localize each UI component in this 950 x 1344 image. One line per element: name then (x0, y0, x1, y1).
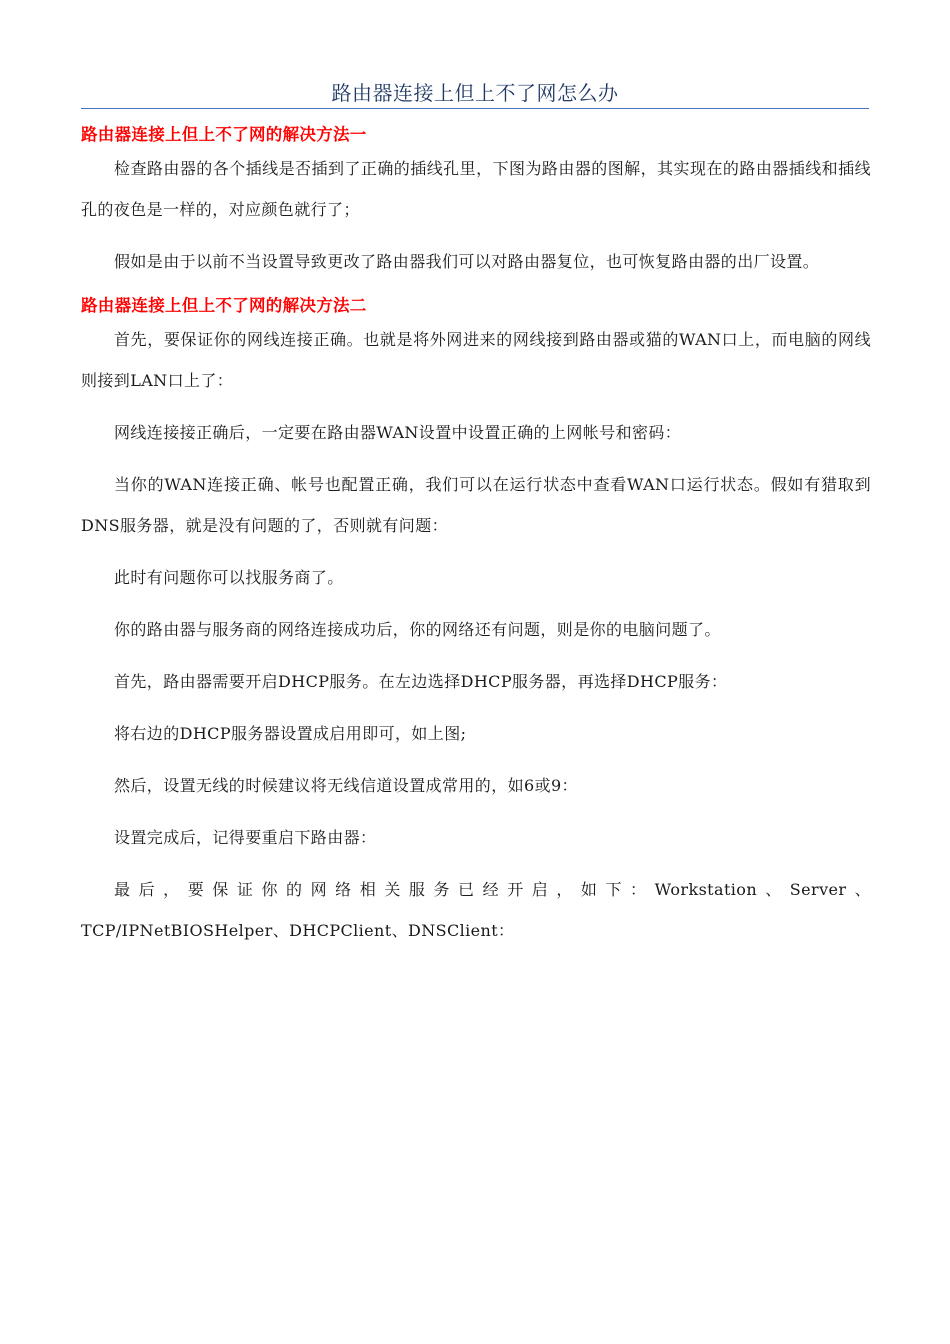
paragraph: 首先，路由器需要开启DHCP服务。在左边选择DHCP服务器，再选择DHCP服务： (114, 672, 728, 691)
paragraph: 最后，要保证你的网络相关服务已经开启，如下：Workstation、Server、TCP/IPNetBIOSHelper、DHCPClient、DNSClient： (81, 880, 871, 940)
paragraph: 检查路由器的各个插线是否插到了正确的插线孔里，下图为路由器的图解，其实现在的路由器插线和插线孔的夜色是一样的，对应颜色就行了； (81, 159, 871, 219)
page-title: 路由器连接上但上不了网怎么办 (331, 81, 619, 105)
section-heading: 路由器连接上但上不了网的解决方法一 (81, 125, 367, 144)
paragraph: 你的路由器与服务商的网络连接成功后，你的网络还有问题，则是你的电脑问题了。 (114, 620, 721, 639)
paragraph: 网线连接接正确后，一定要在路由器WAN设置中设置正确的上网帐号和密码： (114, 423, 682, 442)
paragraph: 设置完成后，记得要重启下路由器： (114, 828, 377, 847)
paragraph: 当你的WAN连接正确、帐号也配置正确，我们可以在运行状态中查看WAN口运行状态。假如有猎取到DNS服务器，就是没有问题的了，否则就有问题： (81, 475, 871, 535)
section-1 (81, 122, 871, 282)
paragraph: 将右边的DHCP服务器设置成启用即可，如上图; (114, 724, 467, 743)
document-body (81, 122, 871, 962)
paragraph: 然后，设置无线的时候建议将无线信道设置成常用的，如6或9： (114, 776, 578, 795)
paragraph: 首先，要保证你的网线连接正确。也就是将外网进来的网线接到路由器或猫的WAN口上，而电脑的网线则接到LAN口上了： (81, 330, 871, 390)
title-divider (81, 108, 869, 109)
section-2 (81, 293, 871, 951)
section-heading: 路由器连接上但上不了网的解决方法二 (81, 296, 367, 315)
paragraph: 假如是由于以前不当设置导致更改了路由器我们可以对路由器复位，也可恢复路由器的出厂设置。 (114, 252, 820, 271)
paragraph: 此时有问题你可以找服务商了。 (114, 568, 344, 587)
